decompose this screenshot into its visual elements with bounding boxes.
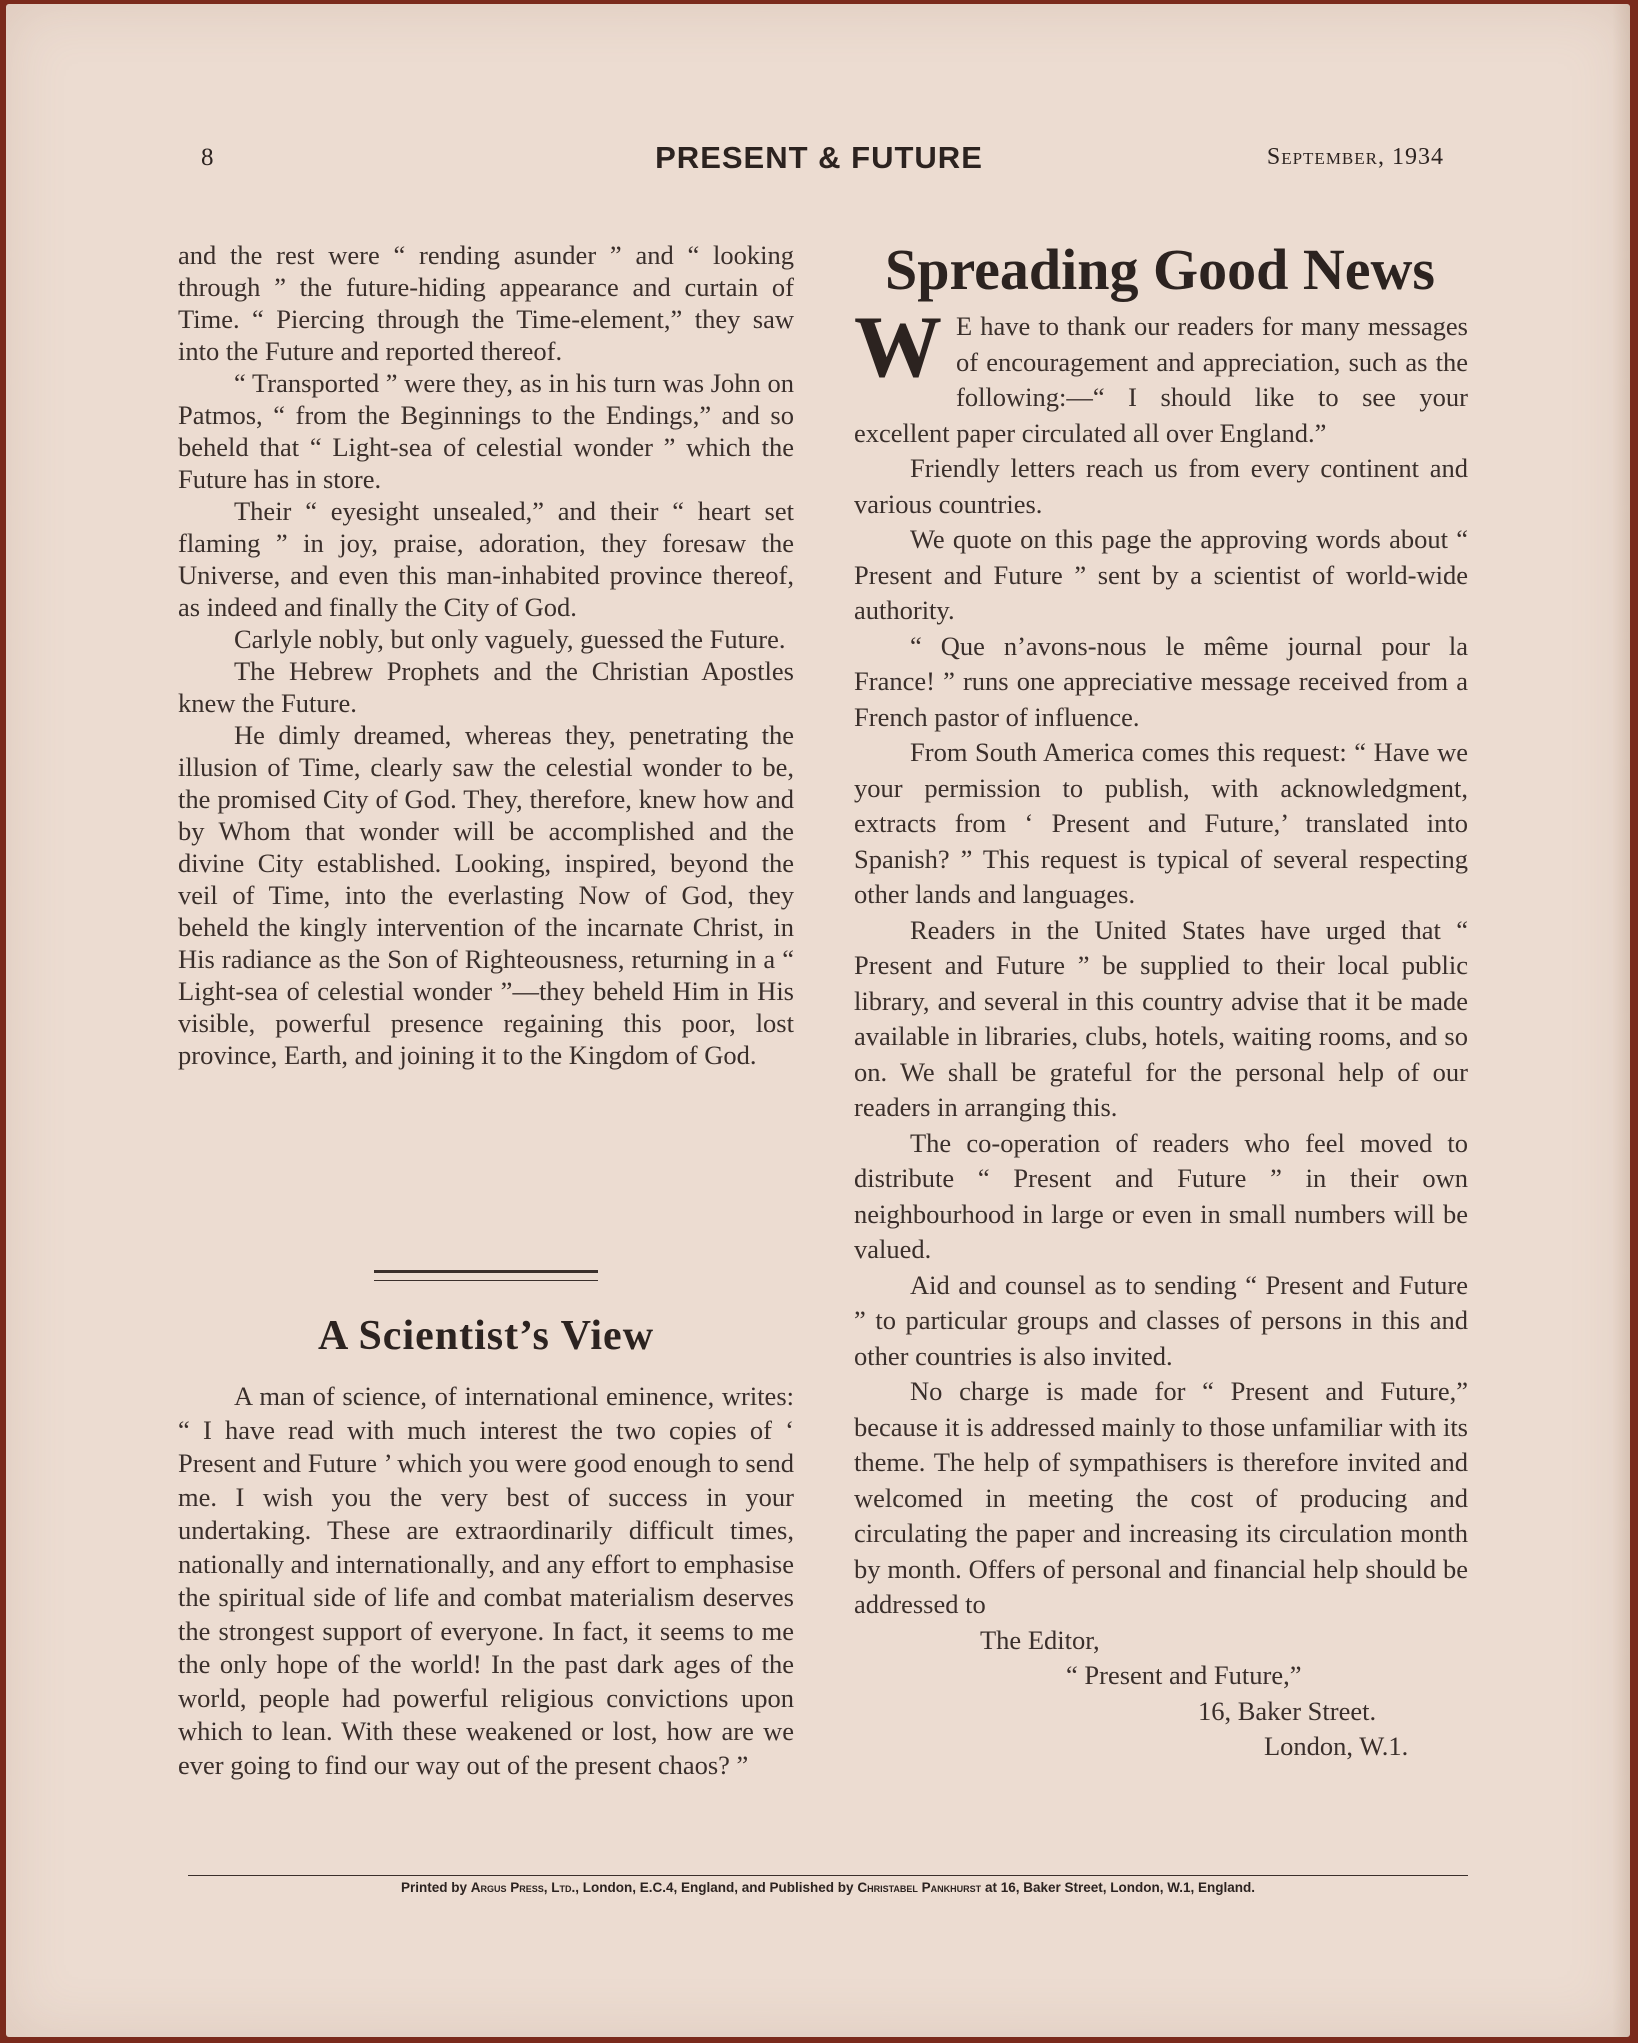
imprint-middle: , London, E.C.4, England, and Published by — [575, 1880, 854, 1895]
good-news-paragraph-6: The co-operation of readers who feel moved to distribute “ Present and Future ” in their own neighbourhood in large or even in small numbers will be valued. — [854, 1127, 1468, 1264]
address-line-1: The Editor, — [980, 1624, 1100, 1655]
scientist-article — [178, 1380, 794, 1782]
left-paragraph-2: “ Transported ” were they, as in his turn was John on Patmos, “ from the Beginnings to the Endings,” and so beheld that “ Light-sea of celestial wonder ” which the Future has in store. — [178, 368, 794, 494]
address-line-4: London, W.1. — [1264, 1731, 1409, 1761]
left-paragraph-3: Their “ eyesight unsealed,” and their “ heart set flaming ” in joy, praise, adoration, they foresaw the Universe, and even this man-inhabited province thereof, as indeed and finally the City of God. — [178, 496, 794, 622]
left-paragraph-6: He dimly dreamed, whereas they, penetrating the illusion of Time, clearly saw the celestial wonder to be, the promised City of God. They, therefore, knew how and by Whom that wonder will be accomplished and the divine City established. Looking, inspired, beyond the veil of Time, into the everlasting Now of God, they beheld the kingly intervention of the incarnate Christ, in His radiance as the Son of Righteousness, returning in a “ Light-sea of celestial wonder ”—they beheld Him in His visible, powerful presence regaining this poor, lost province, Earth, and joining it to the Kingdom of God. — [178, 720, 794, 1070]
good-news-paragraph-2: We quote on this page the approving words about “ Present and Future ” sent by a scientist of world-wide authority. — [854, 524, 1468, 625]
good-news-paragraph-4: From South America comes this request: “ Have we your permission to publish, with acknowledgment, extracts from ‘ Present and Future,’ translated into Spanish? ” This request is typical of several respecting other lands and languages. — [854, 737, 1468, 909]
good-news-heading: Spreading Good News — [884, 237, 1436, 302]
imprint-printed-by: Printed by — [401, 1880, 468, 1895]
address-line-2: “ Present and Future,” — [1066, 1660, 1302, 1690]
first-paragraph-text: E have to thank our readers for many messages of encouragement and appreciation, such as the following:—“ I should like to see your excellent paper circulated all over England.” — [854, 311, 1468, 448]
good-news-paragraph-8: No charge is made for “ Present and Future,” because it is addressed mainly to those unfamiliar with its theme. The help of sympathisers is therefore invited and welcomed in meeting the cost of producing and circulating the paper and increasing its circulation month by month. Offers of personal and financial help should be addressed to — [854, 1376, 1468, 1619]
publication-title: PRESENT & FUTURE — [655, 140, 983, 175]
imprint-printer: Argus Press, Ltd. — [470, 1880, 576, 1895]
drop-cap: W — [854, 299, 942, 396]
section-divider — [374, 1270, 598, 1281]
imprint-end: at 16, Baker Street, London, W.1, England. — [984, 1880, 1255, 1895]
page-edge-shadow — [1612, 4, 1630, 2037]
footer-rule — [188, 1875, 1468, 1876]
scientist-body: A man of science, of international eminence, writes: “ I have read with much interest the two copies of ‘ Present and Future ’ which you were good enough to send me. I wish you the very best of success in your undertaking. These are extraordinarily difficult times, nationally and internationally, and any effort to emphasise the spiritual side of life and combat materialism deserves the strongest support of everyone. In fact, it seems to me the only hope of the world! In the past dark ages of the world, people had powerful religious convictions upon which to lean. With these weakened or lost, how are we ever going to find our way out of the present chaos? ” — [178, 1381, 794, 1780]
good-news-paragraph-1: Friendly letters reach us from every continent and various countries. — [854, 453, 1468, 519]
left-paragraph-5: The Hebrew Prophets and the Christian Apostles knew the Future. — [178, 656, 794, 718]
newspaper-page — [6, 4, 1630, 2037]
imprint-publisher: Christabel Pankhurst — [857, 1880, 982, 1895]
good-news-paragraph-7: Aid and counsel as to sending “ Present and Future ” to particular groups and classes of persons in this and other countries is also invited. — [854, 1269, 1468, 1371]
page-number: 8 — [201, 144, 214, 171]
scientist-heading: A Scientist’s View — [317, 1313, 655, 1359]
left-column-article — [178, 239, 794, 1071]
editor-address — [854, 1623, 1468, 1765]
good-news-paragraph-5: Readers in the United States have urged that “ Present and Future ” be supplied to their local public library, and several in this country advise that it be made available in libraries, clubs, hotels, waiting rooms, and so on. We shall be grateful for the personal help of our readers in arranging this. — [854, 914, 1468, 1122]
address-line-3: 16, Baker Street. — [1198, 1695, 1377, 1726]
page-header — [194, 142, 1444, 182]
issue-date: September, 1934 — [1266, 144, 1444, 170]
left-paragraph-4: Carlyle nobly, but only vaguely, guessed the Future. — [234, 624, 786, 654]
printer-imprint — [188, 1880, 1468, 1895]
good-news-article — [854, 299, 1468, 1765]
good-news-paragraph-3: “ Que n’avons-nous le même journal pour la France! ” runs one appreciative message received from a French pastor of influence. — [854, 630, 1468, 732]
left-paragraph-1: and the rest were “ rending asunder ” and “ looking through ” the future-hiding appearance and curtain of Time. “ Piercing through the Time-element,” they saw into the Future and reported thereof. — [178, 240, 794, 366]
good-news-first-paragraph — [854, 299, 1468, 451]
